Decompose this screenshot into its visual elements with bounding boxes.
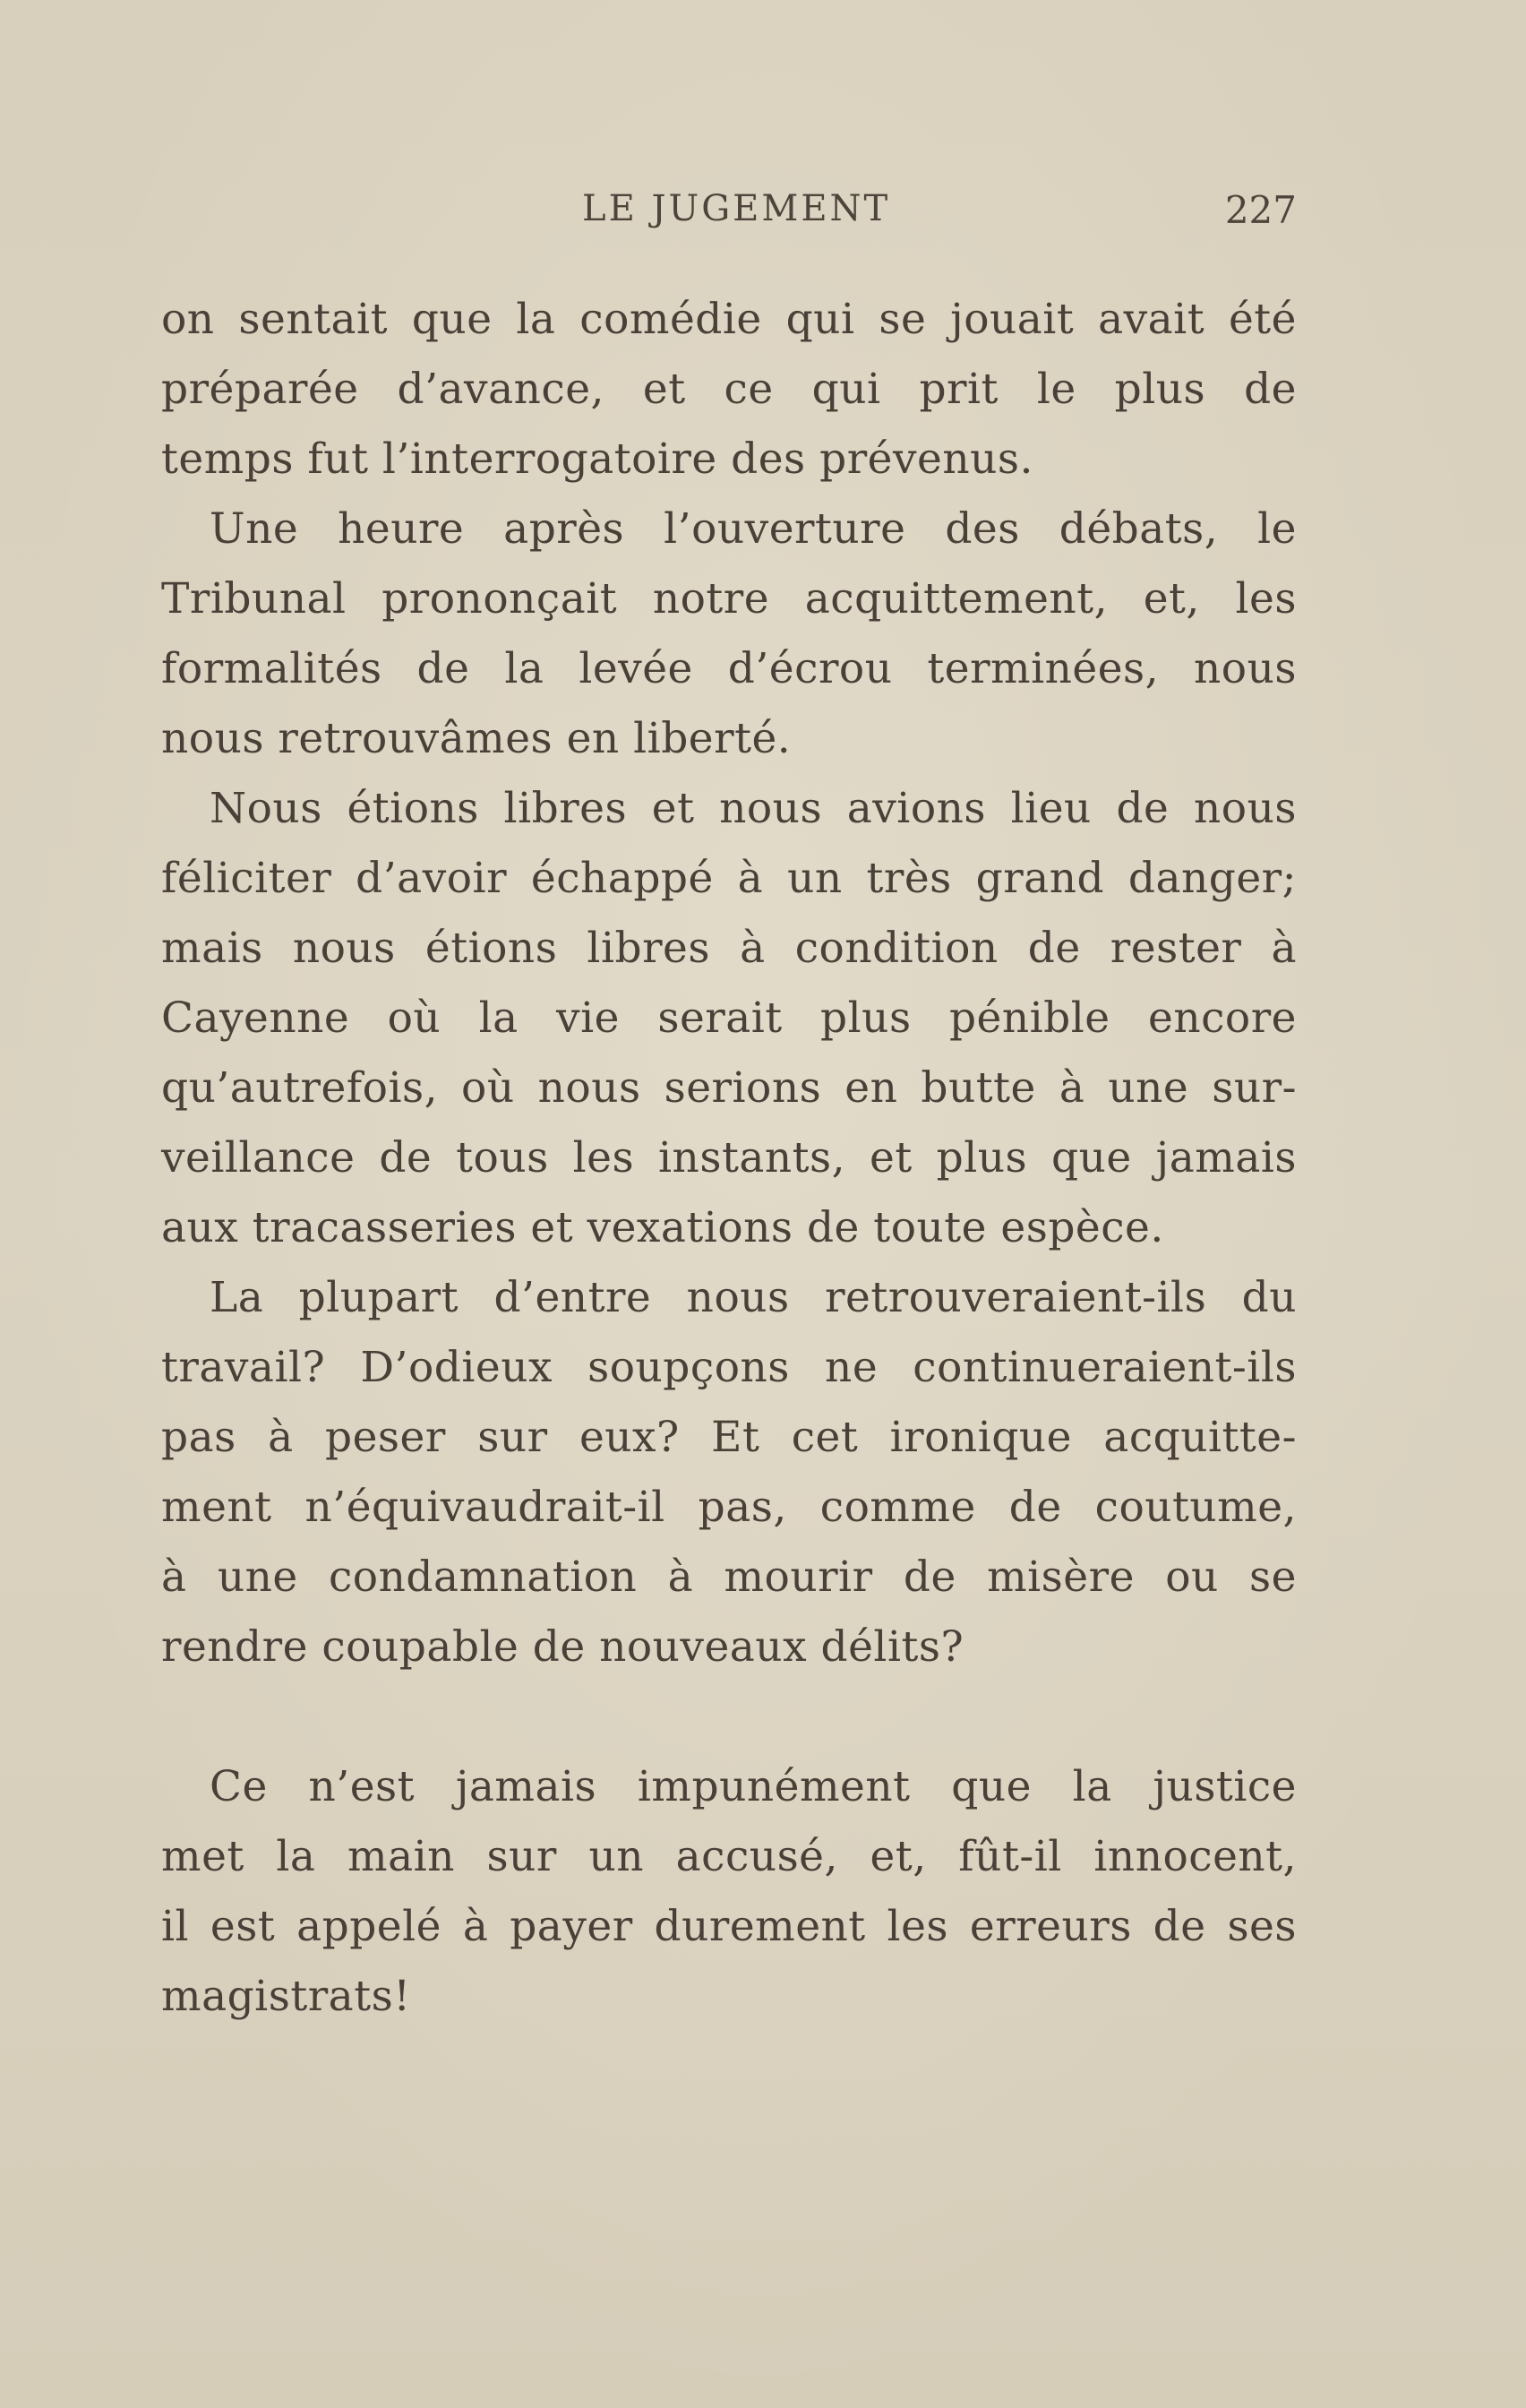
text-line: met la main sur un accusé, et, fût-il innocent, (161, 1832, 1297, 1881)
text-line: à une condamnation à mourir de misère ou se (161, 1552, 1297, 1602)
text-line: veillance de tous les instants, et plus que jamais (161, 1133, 1297, 1182)
text-line: rendre coupable de nouveaux délits? (161, 1622, 964, 1672)
text-line: formalités de la levée d’écrou terminées, nous (161, 644, 1297, 693)
text-line: Tribunal prononçait notre acquittement, et, les (161, 574, 1297, 624)
text-line: Une heure après l’ouverture des débats, le (210, 504, 1297, 554)
text-line: féliciter d’avoir échappé à un très grand danger; (161, 854, 1297, 903)
text-line: magistrats! (161, 1972, 411, 2021)
text-line: il est appelé à payer durement les erreurs de ses (161, 1902, 1297, 1951)
running-head (161, 188, 1297, 242)
text-line: ment n’équivaudrait-il pas, comme de coutume, (161, 1483, 1297, 1532)
section-gap (161, 1682, 1297, 1752)
text-line: Cayenne où la vie serait plus pénible encore (161, 993, 1297, 1043)
text-line: préparée d’avance, et ce qui prit le plus de (161, 365, 1297, 414)
running-title: LE JUGEMENT (582, 188, 891, 229)
body-text (161, 285, 1297, 2032)
text-line: Ce n’est jamais impunément que la justice (210, 1762, 1297, 1811)
text-line: aux tracasseries et vexations de toute espèce. (161, 1203, 1164, 1252)
text-line: temps fut l’interrogatoire des prévenus. (161, 434, 1033, 484)
text-line: Nous étions libres et nous avions lieu de nous (210, 784, 1297, 833)
text-line: travail? D’odieux soupçons ne continueraient-ils (161, 1343, 1297, 1392)
text-line: pas à peser sur eux? Et cet ironique acquitte- (161, 1413, 1297, 1462)
text-line: on sentait que la comédie qui se jouait avait été (161, 295, 1297, 344)
text-line: nous retrouvâmes en liberté. (161, 714, 792, 763)
text-line: mais nous étions libres à condition de rester à (161, 924, 1297, 973)
page-number: 227 (1224, 188, 1297, 232)
text-line: La plupart d’entre nous retrouveraient-ils du (210, 1273, 1297, 1322)
text-line: qu’autrefois, où nous serions en butte à une sur- (161, 1063, 1297, 1113)
